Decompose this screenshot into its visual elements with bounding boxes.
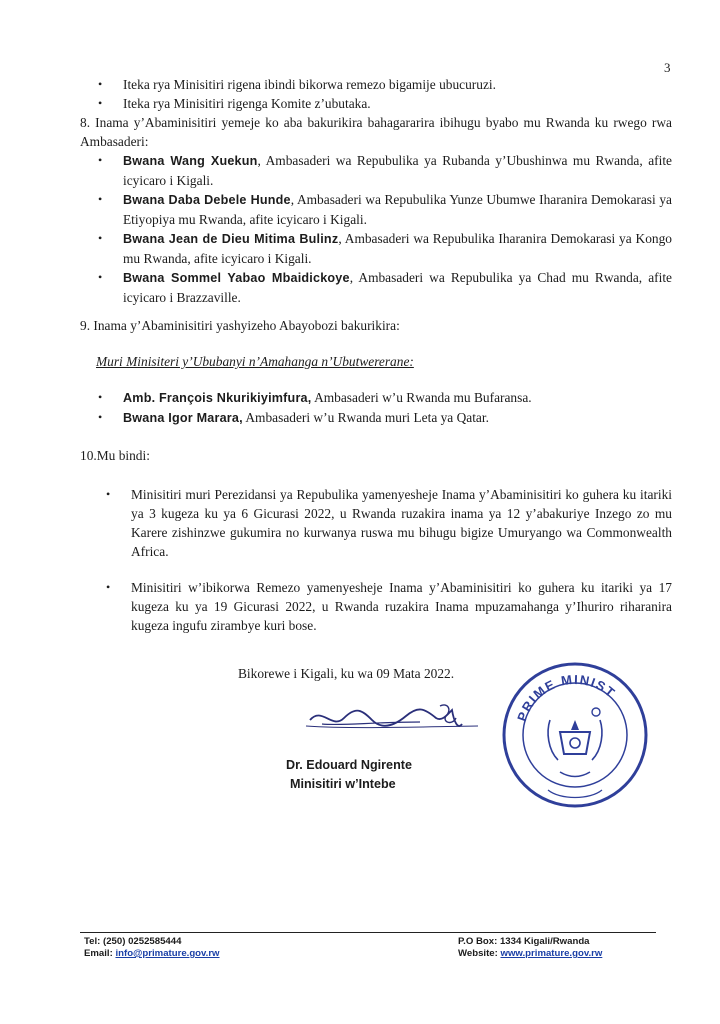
footer-contact-right (458, 936, 602, 960)
footer-website-label: Website: (458, 948, 501, 959)
appointee-name: Amb. François Nkurikiyimfura, (123, 391, 312, 405)
item-9-intro: 9. Inama y’Abaminisitiri yashyizeho Abayobozi bakurikira: (80, 318, 400, 333)
list-item: • Iteka rya Minisitiri rigenga Komite z’ubutaka. (96, 94, 676, 113)
ambassador-name: Bwana Jean de Dieu Mitima Bulinz (123, 232, 339, 246)
ambassador-name: Bwana Wang Xuekun (123, 154, 258, 168)
list-item (96, 268, 672, 307)
footer-tel: Tel: (250) 0252585444 (84, 936, 182, 947)
ambassador-description: , Ambasaderi wa Repubulika Yunze Ubumwe Iharanira Demokarasi ya Etiyopiya mu Rwanda, afite icyicaro i Kigali. (123, 192, 672, 227)
footer-email-row (84, 948, 220, 960)
list-item: • Minisitiri w’ibikorwa Remezo yamenyesheje Inama y’Abaminisitiri ko guhera ku itariki ya 17 kugeza ku ya 19 Gicurasi 2022, u Rwanda ruzakira Inama mpuzamahanga y’Ihuriro riharanira kugeza ingufu zirambye kuri bose. (104, 578, 672, 635)
prime-minister-stamp (500, 660, 650, 810)
appointee-name: Bwana Igor Marara, (123, 411, 243, 425)
ambassador-description: , Ambasaderi wa Repubulika Iharanira Demokarasi ya Kongo mu Rwanda, afite icyicaro i Kigali. (123, 231, 672, 266)
appointee-description: Ambasaderi w’u Rwanda muri Leta ya Qatar. (242, 410, 489, 425)
footer-pobox: P.O Box: 1334 Kigali/Rwanda (458, 936, 590, 947)
stamp-text: PRIME MINIST (514, 671, 619, 724)
item-10-intro: 10.Mu bindi: (80, 448, 150, 463)
email-link[interactable]: info@primature.gov.rw (115, 948, 220, 959)
place-date: Bikorewe i Kigali, ku wa 09 Mata 2022. (238, 666, 455, 681)
announcement-list (104, 485, 672, 635)
ambassador-name: Bwana Daba Debele Hunde (123, 193, 291, 207)
top-bullet-list (96, 75, 676, 113)
ambassador-description: , Ambasaderi wa Repubulika ya Chad mu Rwanda, afite icyicaro i Brazzaville. (123, 270, 672, 305)
ministry-heading: Muri Minisiteri y’Ububanyi n’Amahanga n’Ubutwererane: (96, 354, 414, 369)
website-link[interactable]: www.primature.gov.rw (500, 948, 603, 959)
appointee-description: Ambasaderi w’u Rwanda mu Bufaransa. (311, 390, 532, 405)
list-item: • Minisitiri muri Perezidansi ya Repubulika yamenyesheje Inama y’Abaminisitiri ko guhera ku itariki ya 3 kugeza ku ya 6 Gicurasi 2022, u Rwanda ruzakira inama ya 12 y’abakuriye Inzego zo mu Karere zishinzwe gukumira no kurwanya ruswa mu bihugu bigize Umuryango wa Commonwealth Africa. (104, 485, 672, 561)
list-item (96, 388, 672, 408)
list-item (96, 190, 672, 229)
footer-contact-left (84, 936, 220, 960)
list-item (96, 229, 672, 268)
signer-title: Minisitiri w’Intebe (290, 777, 396, 791)
ambassador-name: Bwana Sommel Yabao Mbaidickoye (123, 271, 350, 285)
list-item (96, 408, 672, 428)
footer-email-label: Email: (84, 948, 116, 959)
page-number: 3 (664, 60, 671, 75)
appointee-list (96, 388, 672, 428)
footer-divider (80, 932, 656, 933)
ambassador-description: , Ambasaderi wa Repubulika ya Rubanda y’Ubushinwa mu Rwanda, afite icyicaro i Kigali. (123, 153, 672, 188)
ambassador-list (96, 151, 672, 307)
item-8-intro: 8. Inama y’Abaminisitiri yemeje ko aba bakurikira bahagararira ibihugu byabo mu Rwanda ku rwego rwa Ambasaderi: (80, 115, 672, 149)
signer-name: Dr. Edouard Ngirente (286, 758, 412, 772)
footer-website-row (458, 948, 602, 960)
list-item: • Iteka rya Minisitiri rigena ibindi bikorwa remezo bigamije ubucuruzi. (96, 75, 676, 94)
list-item (96, 151, 672, 190)
signature (302, 696, 482, 744)
